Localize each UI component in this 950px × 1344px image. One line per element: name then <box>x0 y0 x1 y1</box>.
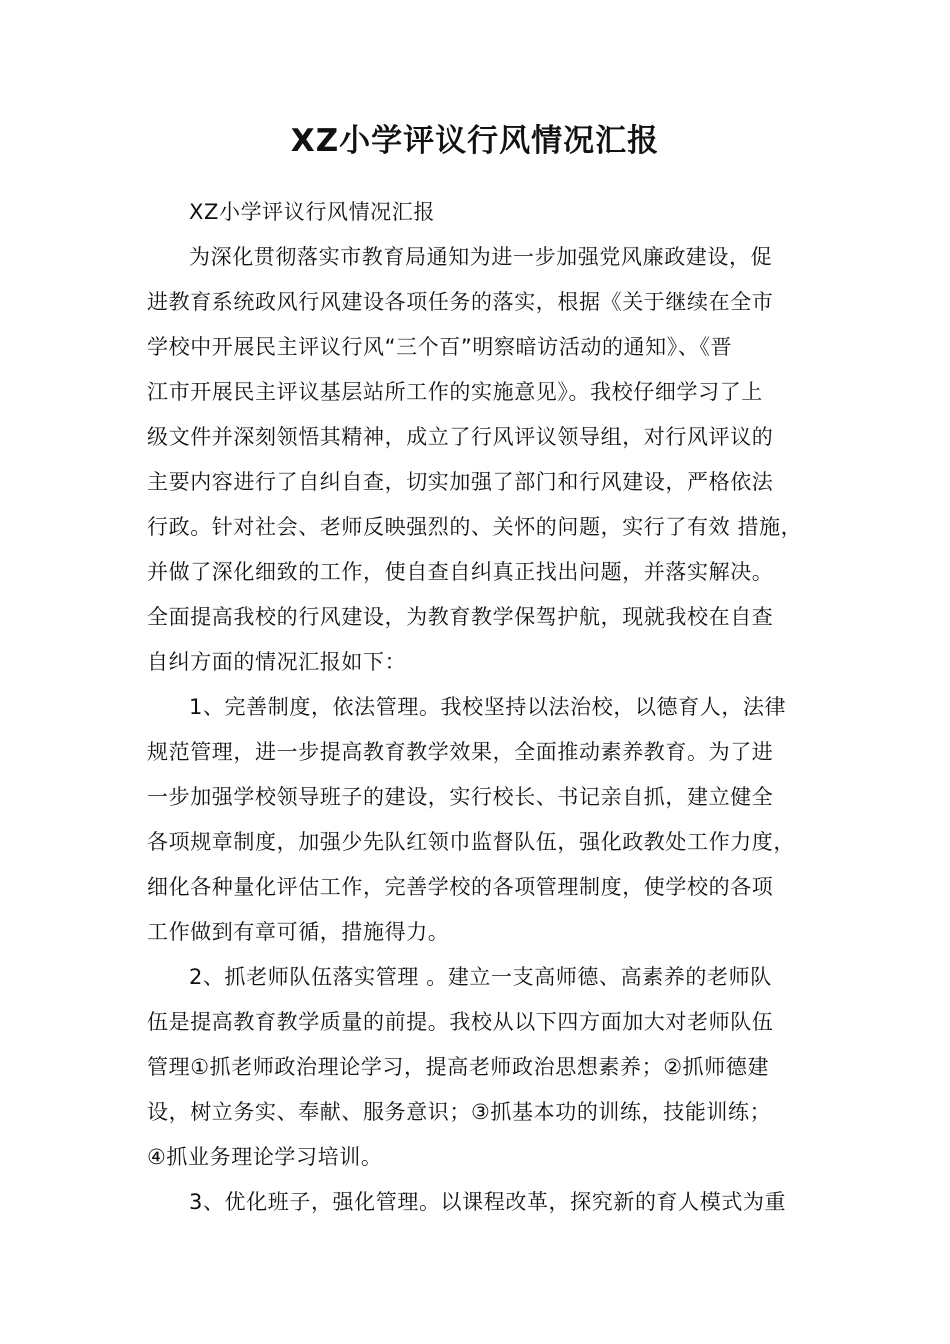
paragraph-line: 江市开展民主评议基层站所工作的实施意见》。我校仔细学习了上 <box>147 380 763 404</box>
paragraph <box>147 685 811 955</box>
paragraph-list <box>147 235 811 1225</box>
paragraph-line: 设，树立务实、奉献、服务意识；③抓基本功的训练，技能训练； <box>147 1100 772 1124</box>
paragraph-line: 主要内容进行了自纠自查，切实加强了部门和行风建设，严格依法 <box>147 470 774 494</box>
paragraph-line: 伍是提高教育教学质量的前提。我校从以下四方面加大对老师队伍 <box>147 1010 774 1034</box>
paragraph-line: 学校中开展民主评议行风“三个百”明察暗访活动的通知》、《晋 <box>147 335 733 359</box>
paragraph-line: 细化各种量化评估工作，完善学校的各项管理制度，使学校的各项 <box>147 875 774 899</box>
paragraph-line: 自纠方面的情况汇报如下： <box>147 650 407 674</box>
paragraph-line: 各项规章制度，加强少先队红领巾监督队伍，强化政教处工作力度， <box>147 830 795 854</box>
paragraph-line: 全面提高我校的行风建设，为教育教学保驾护航，现就我校在自查 <box>147 605 774 629</box>
paragraph-line: 级文件并深刻领悟其精神，成立了行风评议领导组，对行风评议的 <box>147 425 774 449</box>
paragraph-line: 行政。针对社会、老师反映强烈的、关怀的问题，实行了有效 措施， <box>147 515 803 539</box>
paragraph-line: 1、完善制度，依法管理。我校坚持以法治校，以德育人，法律 <box>189 695 787 719</box>
paragraph-line: 工作做到有章可循，措施得力。 <box>147 920 450 944</box>
paragraph <box>147 235 811 685</box>
paragraph-line: ④抓业务理论学习培训。 <box>147 1145 383 1169</box>
document-title: XZ小学评议行风情况汇报 <box>290 123 660 159</box>
paragraph <box>147 955 811 1180</box>
paragraph-line: 并做了深化细致的工作，使自查自纠真正找出问题，并落实解决。 <box>147 560 774 584</box>
document-body <box>147 190 811 1225</box>
paragraph-line: 为深化贯彻落实市教育局通知为进一步加强党风廉政建设，促 <box>189 245 773 269</box>
paragraph-line: 管理①抓老师政治理论学习，提高老师政治思想素养；②抓师德建 <box>147 1055 770 1079</box>
paragraph-line: 2、抓老师队伍落实管理 。建立一支高师德、高素养的老师队 <box>189 965 772 989</box>
paragraph-line: 3、优化班子，强化管理。以课程改革，探究新的育人模式为重 <box>189 1190 787 1214</box>
paragraph-line: 一步加强学校领导班子的建设，实行校长、书记亲自抓，建立健全 <box>147 785 774 809</box>
paragraph-line: 规范管理，进一步提高教育教学效果，全面推动素养教育。为了进 <box>147 740 774 764</box>
document-subtitle: XZ小学评议行风情况汇报 <box>189 200 435 224</box>
paragraph-line: 进教育系统政风行风建设各项任务的落实，根据《关于继续在全市 <box>147 290 774 314</box>
paragraph <box>147 1180 811 1225</box>
